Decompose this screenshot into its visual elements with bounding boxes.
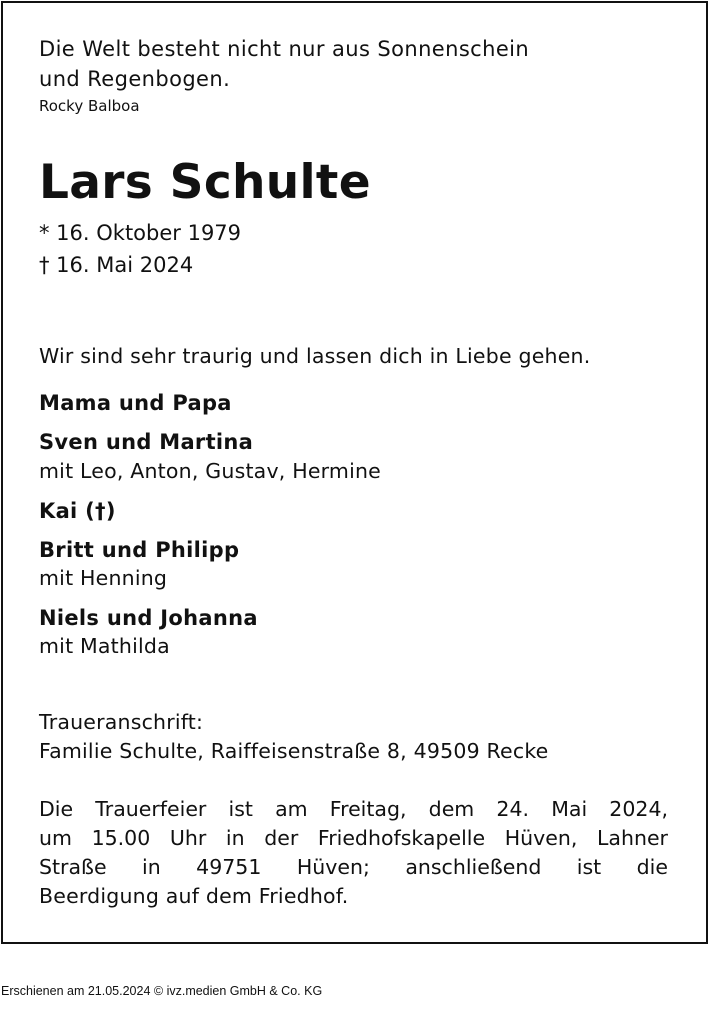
birth-date: * 16. Oktober 1979 — [39, 221, 242, 245]
family-member-children: mit Mathilda — [39, 634, 170, 658]
family-member-children: mit Henning — [39, 566, 168, 590]
ceremony-line-1: Die Trauerfeier ist am Freitag, dem 24. Mai 2024, — [39, 797, 668, 821]
quote-line-1: Die Welt besteht nicht nur aus Sonnenschein — [39, 37, 530, 61]
address-value: Familie Schulte, Raiffeisenstraße 8, 49509 Recke — [39, 739, 549, 763]
family-member-name: Niels und Johanna — [39, 606, 258, 630]
death-date: † 16. Mai 2024 — [39, 253, 194, 277]
address-label: Traueranschrift: — [39, 710, 204, 734]
ceremony-line-2: um 15.00 Uhr in der Friedhofskapelle Hüven, Lahner — [39, 826, 668, 850]
quote-author: Rocky Balboa — [39, 97, 140, 115]
family-member-name: Mama und Papa — [39, 391, 232, 415]
family-member-name: Britt und Philipp — [39, 538, 240, 562]
deceased-name: Lars Schulte — [39, 155, 371, 210]
publication-footer: Erschienen am 21.05.2024 © ivz.medien GmbH & Co. KG — [1, 984, 323, 998]
family-member-children: mit Leo, Anton, Gustav, Hermine — [39, 459, 381, 483]
quote-line-2: und Regenbogen. — [39, 67, 231, 91]
family-member-name: Kai (†) — [39, 499, 116, 523]
ceremony-line-4: Beerdigung auf dem Friedhof. — [39, 884, 349, 908]
family-member-name: Sven und Martina — [39, 430, 254, 454]
ceremony-line-3: Straße in 49751 Hüven; anschließend ist die — [39, 855, 668, 879]
intro-text: Wir sind sehr traurig und lassen dich in Liebe gehen. — [39, 344, 591, 368]
